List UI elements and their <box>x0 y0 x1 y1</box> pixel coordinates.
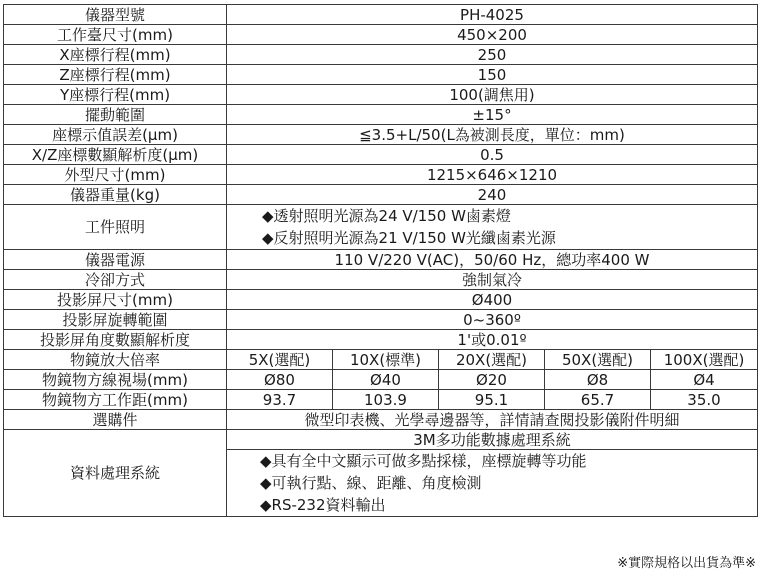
row-value: 0.5 <box>227 145 758 165</box>
row-value: 250 <box>227 45 758 65</box>
row-value: 100(調焦用) <box>227 85 758 105</box>
row-label: 外型尺寸(mm) <box>4 165 227 185</box>
table-row <box>4 85 758 105</box>
wd-cell: 95.1 <box>439 390 545 410</box>
feature-line: ◆具有全中文顯示可做多點採樣，座標旋轉等功能 <box>260 452 587 470</box>
row-label: Y座標行程(mm) <box>4 85 227 105</box>
processing-title: 3M多功能數據處理系統 <box>227 430 758 450</box>
row-label: 儀器型號 <box>4 5 227 25</box>
table-row <box>4 310 758 330</box>
table-row <box>4 105 758 125</box>
wd-cell: 65.7 <box>545 390 651 410</box>
magnification-cell: 5X(選配) <box>227 350 333 370</box>
row-value: Ø400 <box>227 290 758 310</box>
magnification-cell: 100X(選配) <box>651 350 758 370</box>
lighting-label: 工件照明 <box>4 205 227 250</box>
row-value: 0~360º <box>227 310 758 330</box>
table-row <box>4 165 758 185</box>
row-label: 物鏡物方線視場(mm) <box>4 370 227 390</box>
row-value: PH-4025 <box>227 5 758 25</box>
row-value: 240 <box>227 185 758 205</box>
wd-cell: 93.7 <box>227 390 333 410</box>
row-value: ±15° <box>227 105 758 125</box>
wd-cell: 103.9 <box>333 390 439 410</box>
row-value: 110 V/220 V(AC)，50/60 Hz，總功率400 W <box>227 250 758 270</box>
table-row <box>4 25 758 45</box>
processing-label: 資料處理系統 <box>4 430 227 517</box>
lighting-line: ◆透射照明光源為24 V/150 W鹵素燈 <box>262 207 511 225</box>
table-row <box>4 145 758 165</box>
row-label: 物鏡物方工作距(mm) <box>4 390 227 410</box>
footnote: ※實際規格以出貨為準※ <box>617 556 756 571</box>
feature-line: ◆RS-232資料輸出 <box>260 496 386 514</box>
fov-cell: Ø4 <box>651 370 758 390</box>
row-label: 儀器電源 <box>4 250 227 270</box>
row-label: 物鏡放大倍率 <box>4 350 227 370</box>
wd-cell: 35.0 <box>651 390 758 410</box>
fov-cell: Ø20 <box>439 370 545 390</box>
row-label: 擺動範圍 <box>4 105 227 125</box>
row-value: 1215×646×1210 <box>227 165 758 185</box>
row-label: 工作臺尺寸(mm) <box>4 25 227 45</box>
magnification-row <box>4 350 758 370</box>
table-row <box>4 125 758 145</box>
table-row <box>4 330 758 350</box>
fov-cell: Ø80 <box>227 370 333 390</box>
row-label: 冷卻方式 <box>4 270 227 290</box>
options-row <box>4 410 758 430</box>
row-label: 投影屏角度數顯解析度 <box>4 330 227 350</box>
magnification-cell: 10X(標準) <box>333 350 439 370</box>
row-label: X座標行程(mm) <box>4 45 227 65</box>
lighting-line: ◆反射照明光源為21 V/150 W光纖鹵素光源 <box>262 229 556 247</box>
fov-cell: Ø8 <box>545 370 651 390</box>
working-distance-row <box>4 390 758 410</box>
lighting-value <box>227 205 758 250</box>
row-value: 1'或0.01º <box>227 330 758 350</box>
row-value: 150 <box>227 65 758 85</box>
table-row <box>4 270 758 290</box>
table-row <box>4 45 758 65</box>
row-label: 投影屏旋轉範圍 <box>4 310 227 330</box>
row-value: 強制氣冷 <box>227 270 758 290</box>
spec-table <box>3 4 758 517</box>
fov-cell: Ø40 <box>333 370 439 390</box>
feature-line: ◆可執行點、線、距離、角度檢測 <box>260 474 482 492</box>
table-row <box>4 65 758 85</box>
table-row <box>4 290 758 310</box>
processing-title-row <box>4 430 758 450</box>
row-value: ≦3.5+L/50(L為被測長度，單位：mm) <box>227 125 758 145</box>
lighting-row <box>4 205 758 250</box>
row-label: 儀器重量(kg) <box>4 185 227 205</box>
table-row <box>4 5 758 25</box>
field-of-view-row <box>4 370 758 390</box>
table-row <box>4 250 758 270</box>
row-value: 450×200 <box>227 25 758 45</box>
row-label: X/Z座標數顯解析度(μm) <box>4 145 227 165</box>
row-label: 選購件 <box>4 410 227 430</box>
processing-features <box>227 450 758 517</box>
table-row <box>4 185 758 205</box>
magnification-cell: 50X(選配) <box>545 350 651 370</box>
row-value: 微型印表機、光學尋邊器等，詳情請查閱投影儀附件明細 <box>227 410 758 430</box>
magnification-cell: 20X(選配) <box>439 350 545 370</box>
row-label: Z座標行程(mm) <box>4 65 227 85</box>
row-label: 座標示值誤差(μm) <box>4 125 227 145</box>
row-label: 投影屏尺寸(mm) <box>4 290 227 310</box>
